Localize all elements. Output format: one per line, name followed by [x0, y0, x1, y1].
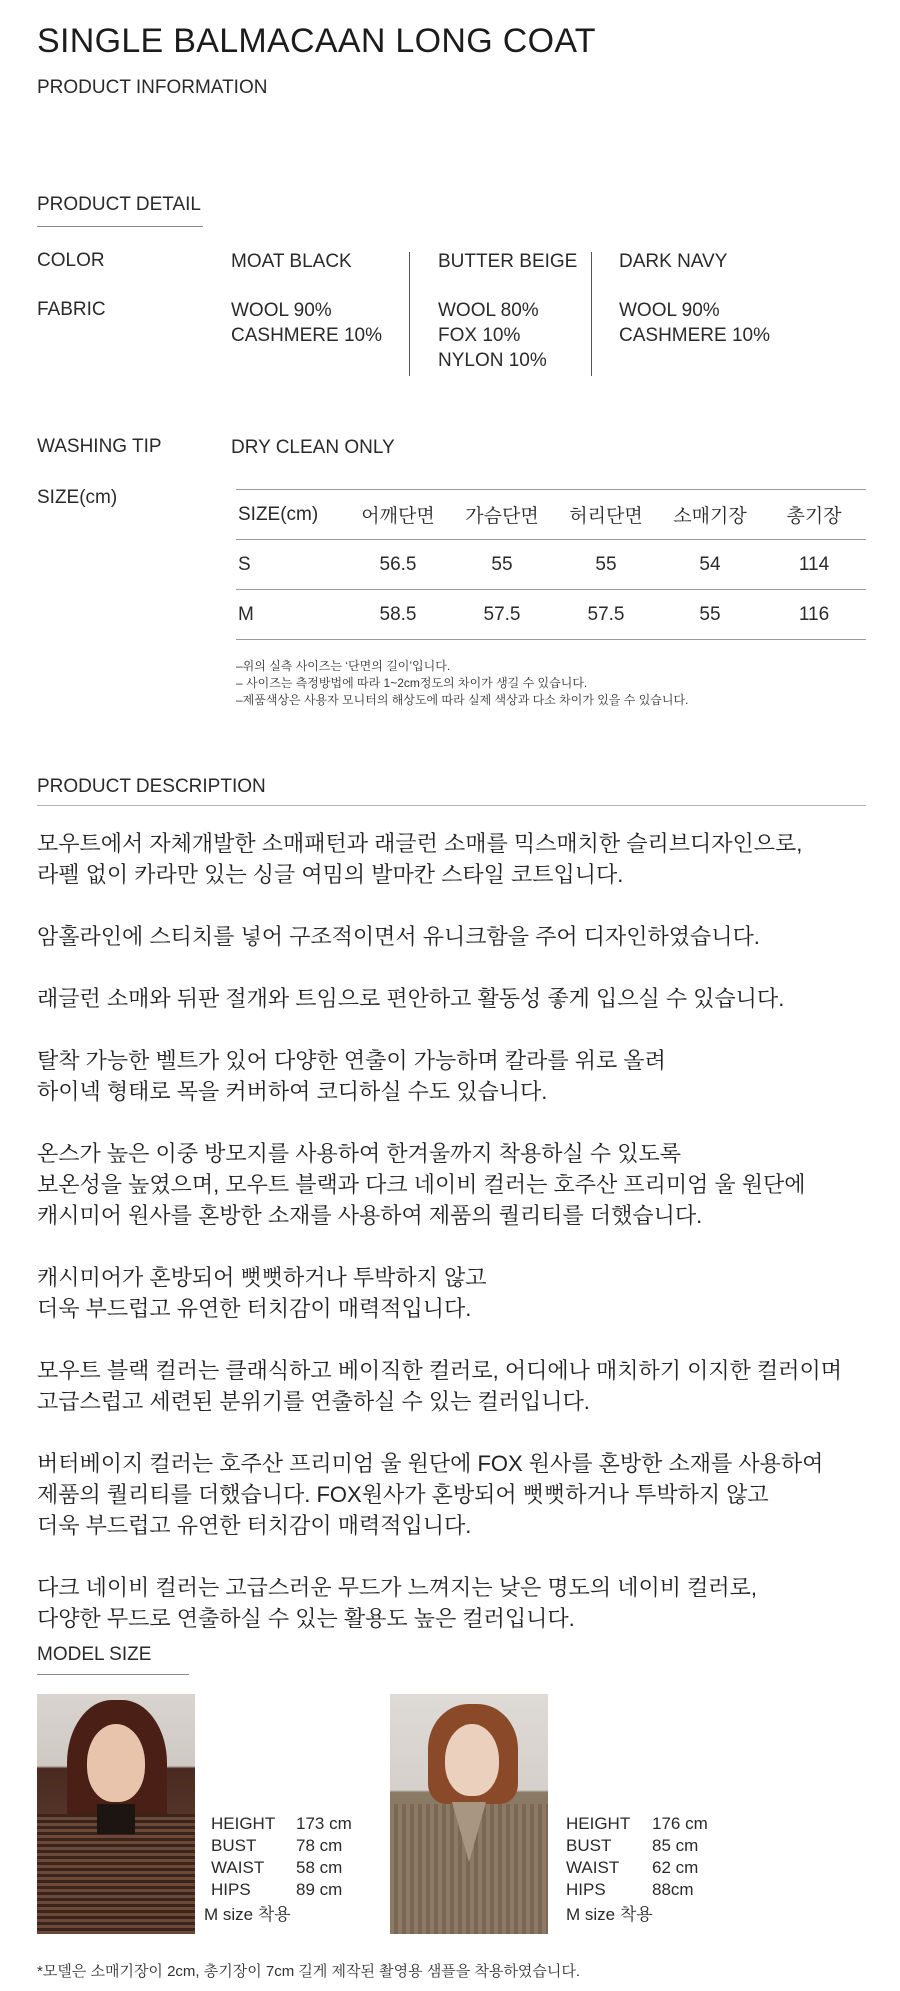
description-paragraph: 모우트 블랙 컬러는 클래식하고 베이직한 컬러로, 어디에나 매치하기 이지한 컬러이며 고급스럽고 세련된 분위기를 연출하실 수 있는 컬러입니다. [37, 1358, 842, 1414]
product-title: SINGLE BALMACAAN LONG COAT [37, 22, 596, 60]
size-note: –제품색상은 사용자 모니터의 해상도에 따라 실제 색상과 다소 차이가 있을 수 있습니다. [236, 693, 689, 707]
fabric-label: FABRIC [37, 299, 106, 320]
model-1-wearing-size: M size 착용 [204, 1905, 291, 1924]
description-paragraph: 캐시미어가 혼방되어 뻣뻣하거나 투박하지 않고 더욱 부드럽고 유연한 터치감이 매력적입니다. [37, 1265, 487, 1321]
color-moat-black: MOAT BLACK [231, 251, 352, 272]
size-cell: 116 [762, 590, 866, 640]
measure-label: HEIGHT [211, 1814, 276, 1833]
fabric-line: NYLON 10% [438, 350, 547, 371]
model-footnote: *모델은 소매기장이 2cm, 총기장이 7cm 길게 제작된 촬영용 샘플을 착용하였습니다. [37, 1963, 581, 1980]
measure-value: 58 cm [296, 1858, 343, 1877]
fabric-moat-black [231, 298, 382, 348]
model-size-heading: MODEL SIZE [37, 1644, 152, 1665]
size-table-header [236, 490, 866, 540]
size-cell: 57.5 [554, 590, 658, 640]
measure-value: 89 cm [296, 1880, 343, 1899]
size-cell: 56.5 [346, 540, 450, 590]
description-paragraph: 모우트에서 자체개발한 소매패턴과 래글런 소매를 믹스매치한 슬리브디자인으로, 라펠 없이 카라만 있는 싱글 여밈의 발마칸 스타일 코트입니다. [37, 831, 803, 887]
description-paragraph: 온스가 높은 이중 방모지를 사용하여 한겨울까지 착용하실 수 있도록 보온성을 높였으며, 모우트 블랙과 다크 네이비 컬러는 호주산 프리미엄 울 원단에 캐시미어 원사를 혼방한 소재를 사용하여 제품의 퀄리티를 더했습니다. [37, 1141, 806, 1228]
size-notes [236, 658, 688, 709]
size-cell: 114 [762, 540, 866, 590]
product-detail-heading: PRODUCT DETAIL [37, 194, 201, 215]
column-divider [591, 252, 592, 376]
model-photo-1 [37, 1694, 195, 1934]
size-header-cell: 가슴단면 [450, 490, 554, 540]
table-row [236, 540, 866, 590]
color-butter-beige: BUTTER BEIGE [438, 251, 578, 272]
measure-label: HIPS [566, 1880, 606, 1899]
size-header-cell: 허리단면 [554, 490, 658, 540]
color-dark-navy: DARK NAVY [619, 251, 728, 272]
product-description-heading: PRODUCT DESCRIPTION [37, 776, 266, 797]
size-note: – 사이즈는 측정방법에 따라 1~2cm정도의 차이가 생길 수 있습니다. [236, 676, 588, 690]
description-paragraph: 탈착 가능한 벨트가 있어 다양한 연출이 가능하며 칼라를 위로 올려 하이넥 형태로 목을 커버하여 코디하실 수도 있습니다. [37, 1048, 666, 1104]
size-header-cell: SIZE(cm) [236, 490, 346, 540]
table-row [236, 590, 866, 640]
column-divider [409, 252, 410, 376]
model-size-underline [37, 1674, 189, 1675]
size-header-cell: 어깨단면 [346, 490, 450, 540]
fabric-line: WOOL 90% [619, 300, 720, 321]
product-description-underline [37, 805, 866, 806]
description-paragraph: 버터베이지 컬러는 호주산 프리미엄 울 원단에 FOX 원사를 혼방한 소재를 사용하여 제품의 퀄리티를 더했습니다. FOX원사가 혼방되어 뻣뻣하거나 투박하지 않고 더욱 부드럽고 유연한 터치감이 매력적입니다. [37, 1451, 824, 1538]
description-paragraph: 암홀라인에 스티치를 넣어 구조적이면서 유니크함을 주어 디자인하였습니다. [37, 924, 760, 949]
measure-label: HIPS [211, 1880, 251, 1899]
measure-value: 85 cm [652, 1836, 699, 1855]
product-detail-underline [37, 226, 203, 227]
size-cell: 55 [554, 540, 658, 590]
fabric-line: CASHMERE 10% [231, 325, 382, 346]
size-table [236, 489, 866, 640]
model-photo-2 [390, 1694, 548, 1934]
size-header-cell: 소매기장 [658, 490, 762, 540]
measure-label: BUST [566, 1836, 612, 1855]
product-description-body [37, 828, 887, 1665]
fabric-line: WOOL 80% [438, 300, 539, 321]
measure-label: WAIST [211, 1858, 265, 1877]
fabric-line: WOOL 90% [231, 300, 332, 321]
fabric-dark-navy [619, 298, 770, 348]
size-note: –위의 실측 사이즈는 ‘단면의 길이’입니다. [236, 659, 451, 673]
product-information-label: PRODUCT INFORMATION [37, 77, 268, 98]
description-paragraph: 래글런 소매와 뒤판 절개와 트임으로 편안하고 활동성 좋게 입으실 수 있습니다. [37, 986, 785, 1011]
model-2-values [652, 1813, 708, 1901]
size-cell: 55 [658, 590, 762, 640]
size-cell: 55 [450, 540, 554, 590]
model-2-wearing-size: M size 착용 [566, 1905, 653, 1924]
model-1-labels [211, 1813, 275, 1901]
model-1-values [296, 1813, 352, 1901]
fabric-line: FOX 10% [438, 325, 521, 346]
size-cell: 58.5 [346, 590, 450, 640]
measure-value: 173 cm [296, 1814, 352, 1833]
measure-label: HEIGHT [566, 1814, 631, 1833]
description-paragraph: 다크 네이비 컬러는 고급스러운 무드가 느껴지는 낮은 명도의 네이비 컬러로, 다양한 무드로 연출하실 수 있는 활용도 높은 컬러입니다. [37, 1575, 757, 1631]
washing-tip-value: DRY CLEAN ONLY [231, 437, 395, 458]
measure-label: WAIST [566, 1858, 620, 1877]
measure-value: 78 cm [296, 1836, 343, 1855]
fabric-line: CASHMERE 10% [619, 325, 770, 346]
measure-label: BUST [211, 1836, 257, 1855]
size-cell: 57.5 [450, 590, 554, 640]
fabric-butter-beige [438, 298, 547, 373]
measure-value: 88cm [652, 1880, 694, 1899]
measure-value: 62 cm [652, 1858, 699, 1877]
size-header-cell: 총기장 [762, 490, 866, 540]
color-label: COLOR [37, 250, 105, 271]
model-2-labels [566, 1813, 630, 1901]
size-cell: M [236, 590, 346, 640]
size-cell: 54 [658, 540, 762, 590]
size-label: SIZE(cm) [37, 487, 118, 508]
size-cell: S [236, 540, 346, 590]
washing-tip-label: WASHING TIP [37, 436, 162, 457]
measure-value: 176 cm [652, 1814, 708, 1833]
